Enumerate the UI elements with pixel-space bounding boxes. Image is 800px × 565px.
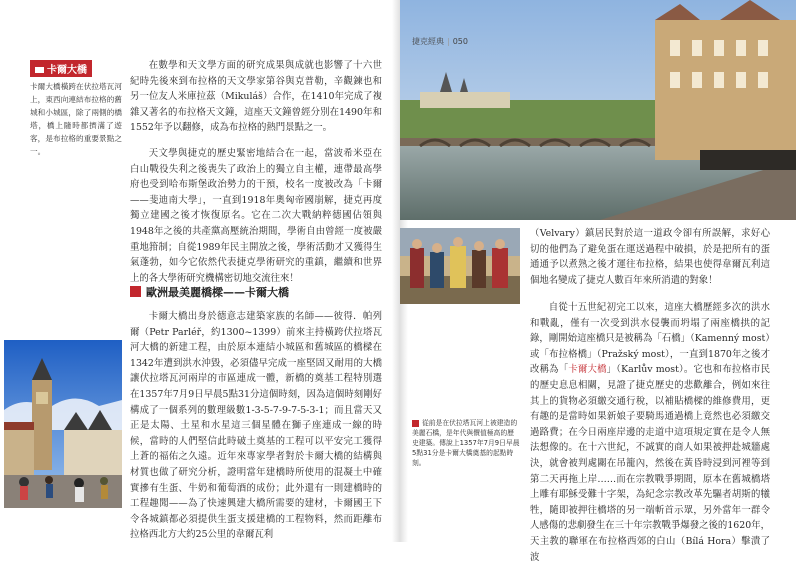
section-heading-text: 歐洲最美麗橋樑——卡爾大橋 [146,286,289,299]
section-body [130,309,382,543]
photo-caption [412,418,520,468]
section-paragraph: 卡爾大橋出身於德意志建築家族的名師——彼得．帕列爾（Petr Parléř，約1300~1399）前來主持橫跨伏拉塔瓦河大橋的新建工程，由於原本連結小城區和舊城區的橋樑在1342年遭到洪水沖毀，必須儘早完成一座堅固又耐用的大橋讓伏拉塔瓦河兩岸的市區連成一體，新橋的奠基工程特別選在1357年7月9日早晨5點31分這個時刻，因為這個時刻剛好構成了一個系列的數理級數1-3-5-7-9-7-5-3-1；而且當天又正是太陽、土星和水星這三個星體在獅子座連成一線的時候，當時的人們堅信此時破土奠基的工程可以平安完工獲得上蒼的福佑之久遠。近年來專家學者對於卡爾大橋的結構與材質也做了研究分析，證明當年建橋時所使用的混凝土中確實摻有生蛋、牛奶和葡萄酒的成份；此外還有一則建橋時的工程趣聞——為了快速興建大橋所需要的建材，卡爾國王下令各城鎮都必須提供生蛋支援建橋的工程物料，然而距離布拉格西北方大約25公里的韋爾瓦利 [130,311,382,541]
photo-charles-bridge [400,0,796,220]
left-paragraph-1: 在數學和天文學方面的研究成果與成就也影響了十六世紀時先後來到布拉格的天文學家第谷與克普勒，辛觀鍊也和另一位友人米庫拉茲（Mikuláš）合作，在1410年完成了複雜又著名的布拉格天文鐘，這座天文鐘曾經分別在1490年和1552年予以翻修，成為布拉格的熱門景點之一。 [130,60,382,134]
photo-old-town-square [4,340,122,508]
caption-marker [412,420,419,427]
caption-text: 從前是在伏拉塔瓦河上被建造的美麗石橋，是年代與價值極高的歷史建築。傳說上1357年7月9日早晨5點31分是卡爾大橋奠基的起點時刻。 [412,419,520,467]
right-paragraph [530,300,770,565]
right-main-text [530,300,770,565]
right-paragraph-end: 」（Karlův most）。它也和布拉格市民的歷史息息相關，見證了捷克歷史的悲歡離合，例如來往其上的貨物必須繳交通行稅，以補貼橋樑的維修費用，更有趣的是當時如果新娘子要騎馬通過橋上竟然也必須繳交過路費；在今日兩座岸邊的走道中這項規定實在是令人無法想像的。在十六世紀，不誠實的商人如果被押赴城牆處決，就會被判處關在吊籠內，然後在黃昏時浸到河裡等到第二天再拖上岸……而在宗教戰爭期間，原本在舊城橋塔上雕有耶穌受難十字架，為紀念宗教改革先驅者胡斯的犧牲，隨即被押往橋塔的另一端斬首示眾，另外當年一群令人感傷的悲劇發生在三十年宗教戰爭爆發之後的1620年，天主教的聯軍在布拉格西郊的白山（Bílá Hora）擊潰了波 [530,364,770,563]
section-heading-marker [130,286,141,297]
section-heading [130,283,382,299]
running-head-title: 捷克經典 [412,37,444,46]
right-top-text: （Velvary）鎮居民對於這一道政令卻有所誤解，求好心切的他們為了避免蛋在運送過程中破損，於是把所有的蛋通通予以煮熟之後才運往布拉格，結果也使得韋爾瓦利這個地名變成了捷克人數百年來所消遣的對象！ [530,228,770,286]
page-number: 050 [452,37,468,46]
running-head: 捷克經典 | 050 [412,37,468,46]
sidenote-text: 卡爾大橋橫跨在伏拉塔瓦河上，東西向連結布拉格的舊城和小城區，除了兩側的橋塔，橋上隨時都擠滿了遊客，是布拉格的重要景點之一。 [30,82,122,156]
right-paragraph-start: 自從十五世紀初完工以來，這座大橋歷經多次的洪水和戰亂，僅有一次受到洪水侵襲而坍塌了兩座橋拱的記錄，剛開始這座橋只是被稱為「石橋」（Kamenný most）或「布拉格橋」（Pražský most），一直到1870年之後才改稱為「 [530,302,770,376]
left-column-text [130,58,382,296]
highlight-term: 卡爾大橋 [568,364,607,376]
sidenote-tag: 卡爾大橋 [30,60,92,77]
left-paragraph-2: 天文學與捷克的歷史緊密地結合在一起，當波希米亞在白山戰役失利之後喪失了政治上的獨立自主權，連帶最高學府也受到哈布斯堡政治勢力的干預，校名一度被改為「卡爾——斐迪南大學」，一直到1918年奧匈帝國崩解，捷克再度獨立建國之後才恢復原名。它在二次大戰納粹德國佔領與1948年之後的共產黨高壓統治期間，學術自由曾經一度被嚴重地箝制；自從1989年民主開放之後，學術活動才又獲得生氣蓬勃，如今它依然代表捷克學術研究的重鎮，繼續和世界上的各大學術研究機構密切地交流往來！ [130,147,382,284]
photo-historic-painting [400,228,520,304]
sidenote [30,58,122,158]
